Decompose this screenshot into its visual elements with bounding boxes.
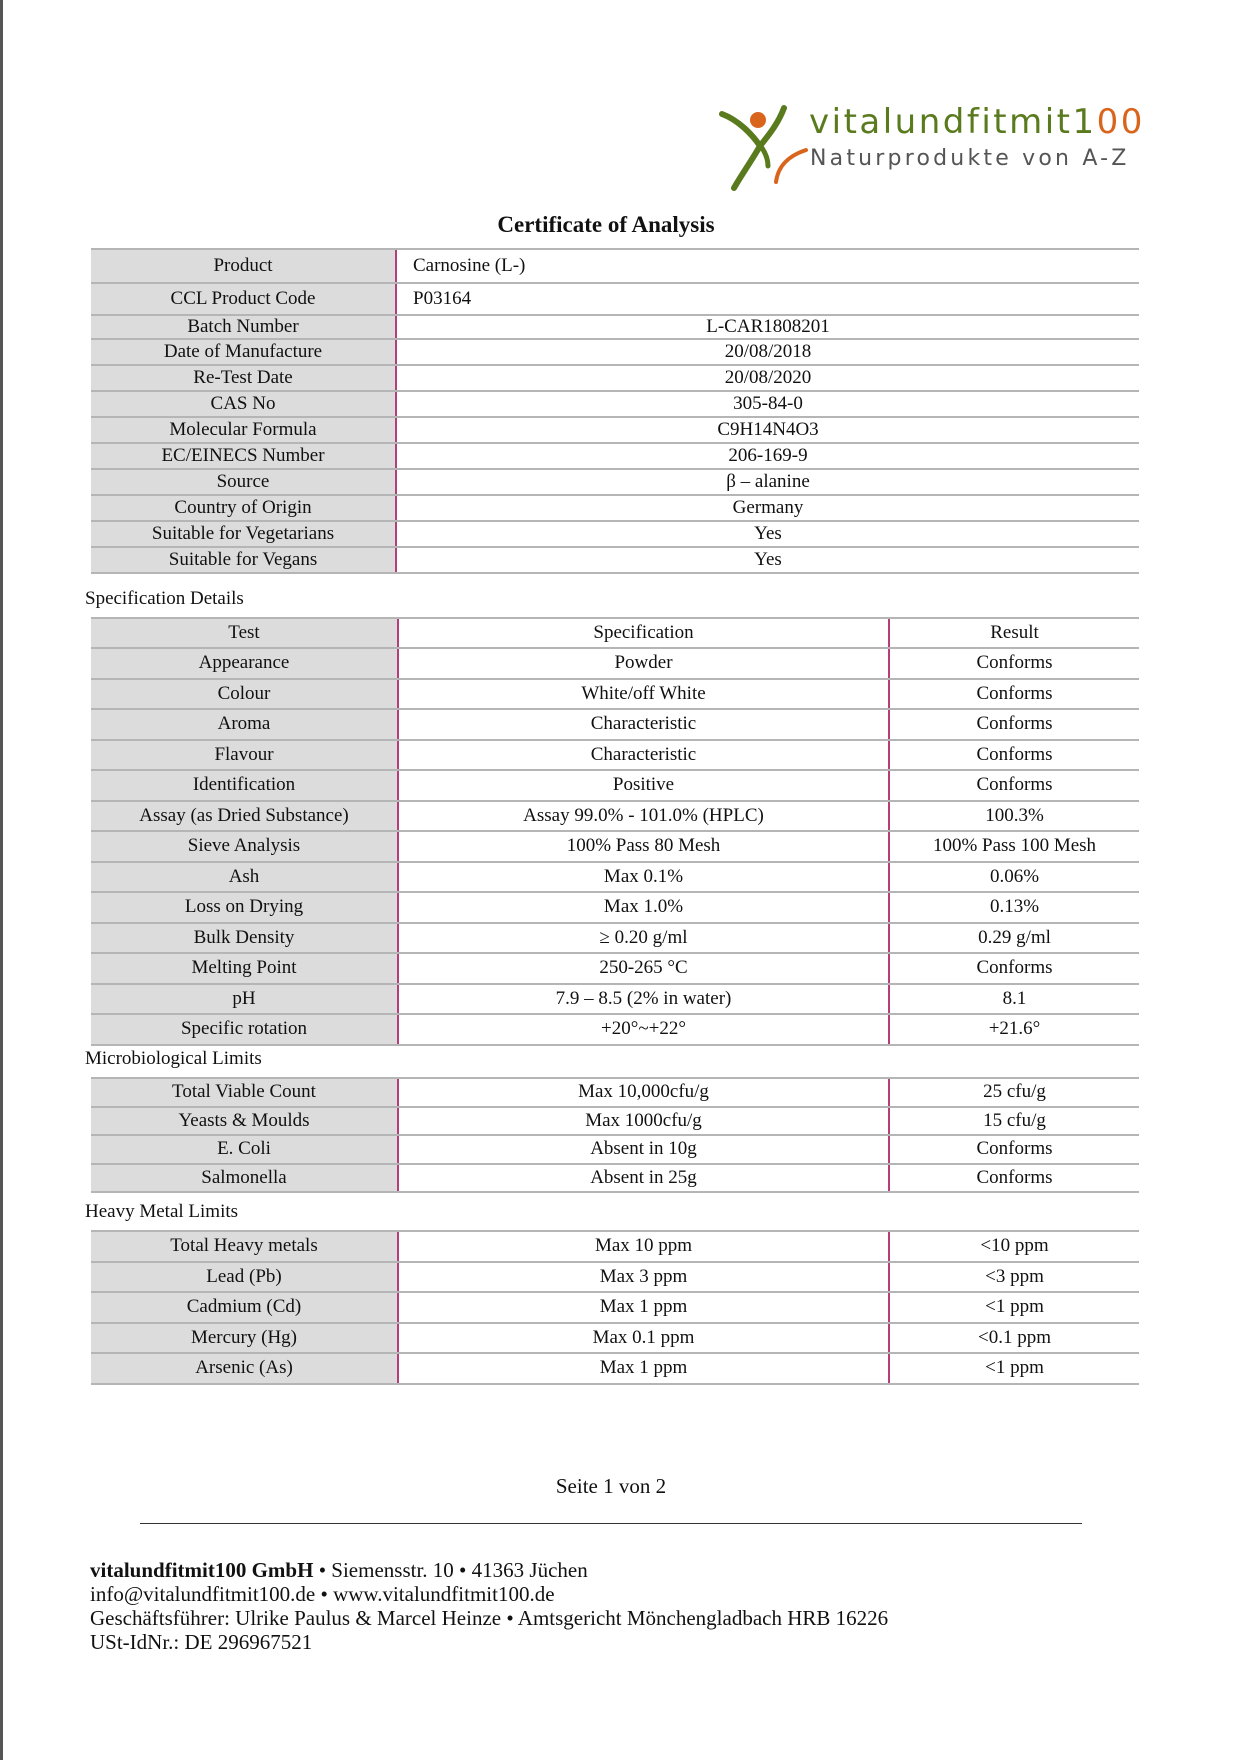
- row-specification: Max 0.1 ppm: [398, 1323, 889, 1354]
- info-row: [91, 495, 1139, 521]
- row-result: Conforms: [889, 740, 1139, 771]
- table-row: [91, 679, 1139, 710]
- row-test: Aroma: [91, 709, 398, 740]
- row-result: <0.1 ppm: [889, 1323, 1139, 1354]
- row-test: Flavour: [91, 740, 398, 771]
- row-result: <1 ppm: [889, 1292, 1139, 1323]
- row-specification: Max 1 ppm: [398, 1292, 889, 1323]
- row-test: Colour: [91, 679, 398, 710]
- row-specification: Max 1.0%: [398, 892, 889, 923]
- table-row: [91, 923, 1139, 954]
- row-test: Ash: [91, 862, 398, 893]
- footer-company-line: [90, 1558, 888, 1582]
- row-test: E. Coli: [91, 1135, 398, 1164]
- table-row: [91, 648, 1139, 679]
- leaf-figure-icon: [712, 100, 812, 192]
- row-specification: Characteristic: [398, 740, 889, 771]
- info-row: [91, 283, 1139, 315]
- info-value: C9H14N4O3: [396, 417, 1139, 443]
- row-result: 100% Pass 100 Mesh: [889, 831, 1139, 862]
- table-row: [91, 801, 1139, 832]
- info-value: Germany: [396, 495, 1139, 521]
- table-row: [91, 1014, 1139, 1045]
- table-row: [91, 1353, 1139, 1384]
- info-row: [91, 365, 1139, 391]
- row-test: Bulk Density: [91, 923, 398, 954]
- row-test: pH: [91, 984, 398, 1015]
- heavy-metal-section-title: Heavy Metal Limits: [85, 1201, 239, 1222]
- row-result: Conforms: [889, 709, 1139, 740]
- table-row: [91, 709, 1139, 740]
- row-test: Total Viable Count: [91, 1078, 398, 1107]
- table-row: [91, 1107, 1139, 1136]
- row-result: Conforms: [889, 1164, 1139, 1193]
- row-result: Conforms: [889, 770, 1139, 801]
- info-row: [91, 469, 1139, 495]
- info-value: β – alanine: [396, 469, 1139, 495]
- row-test: Total Heavy metals: [91, 1231, 398, 1262]
- microbiological-section-title: Microbiological Limits: [85, 1048, 262, 1069]
- table-row: [91, 1164, 1139, 1193]
- row-result: <1 ppm: [889, 1353, 1139, 1384]
- table-row: [91, 1262, 1139, 1293]
- row-specification: +20°~+22°: [398, 1014, 889, 1045]
- info-value: 20/08/2018: [396, 339, 1139, 365]
- row-result: <10 ppm: [889, 1231, 1139, 1262]
- table-row: [91, 984, 1139, 1015]
- footer-divider: [140, 1523, 1082, 1524]
- footer-management: Geschäftsführer: Ulrike Paulus & Marcel Heinze • Amtsgericht Mönchengladbach HRB 16226: [90, 1606, 889, 1630]
- info-label: Molecular Formula: [91, 417, 396, 443]
- row-specification: Powder: [398, 648, 889, 679]
- logo-tagline: Naturprodukte von A-Z: [810, 146, 1130, 171]
- row-specification: 7.9 – 8.5 (2% in water): [398, 984, 889, 1015]
- table-header-row: [91, 618, 1139, 648]
- row-test: Sieve Analysis: [91, 831, 398, 862]
- info-row: [91, 443, 1139, 469]
- row-test: Assay (as Dried Substance): [91, 801, 398, 832]
- info-label: Suitable for Vegetarians: [91, 521, 396, 547]
- row-specification: Positive: [398, 770, 889, 801]
- row-result: Conforms: [889, 679, 1139, 710]
- footer-address: • Siemensstr. 10 • 41363 Jüchen: [313, 1558, 588, 1582]
- row-test: Yeasts & Moulds: [91, 1107, 398, 1136]
- table-row: [91, 740, 1139, 771]
- row-specification: 250-265 °C: [398, 953, 889, 984]
- info-row: [91, 249, 1139, 283]
- logo-wordmark: vitalundfitmit100: [809, 102, 1145, 142]
- info-label: Batch Number: [91, 315, 396, 339]
- row-test: Mercury (Hg): [91, 1323, 398, 1354]
- row-specification: Max 10 ppm: [398, 1231, 889, 1262]
- row-test: Cadmium (Cd): [91, 1292, 398, 1323]
- row-specification: Max 1000cfu/g: [398, 1107, 889, 1136]
- row-specification: Absent in 25g: [398, 1164, 889, 1193]
- info-value: 20/08/2020: [396, 365, 1139, 391]
- header-specification: Specification: [398, 618, 889, 648]
- row-specification: Max 1 ppm: [398, 1353, 889, 1384]
- info-label: Product: [91, 249, 396, 283]
- info-label: Re-Test Date: [91, 365, 396, 391]
- row-specification: White/off White: [398, 679, 889, 710]
- info-label: Source: [91, 469, 396, 495]
- row-result: 25 cfu/g: [889, 1078, 1139, 1107]
- table-row: [91, 1078, 1139, 1107]
- row-test: Appearance: [91, 648, 398, 679]
- document-title: Certificate of Analysis: [497, 212, 715, 237]
- row-specification: Assay 99.0% - 101.0% (HPLC): [398, 801, 889, 832]
- row-test: Specific rotation: [91, 1014, 398, 1045]
- table-row: [91, 831, 1139, 862]
- table-row: [91, 770, 1139, 801]
- header-test: Test: [91, 618, 398, 648]
- company-logo: [712, 100, 1145, 192]
- info-label: Suitable for Vegans: [91, 547, 396, 573]
- row-specification: Absent in 10g: [398, 1135, 889, 1164]
- table-row: [91, 953, 1139, 984]
- info-row: [91, 521, 1139, 547]
- specification-table: [91, 617, 1139, 1046]
- footer: [90, 1558, 888, 1654]
- heavy-metal-table: [91, 1230, 1139, 1385]
- info-value: 206-169-9: [396, 443, 1139, 469]
- row-result: 15 cfu/g: [889, 1107, 1139, 1136]
- row-specification: Max 10,000cfu/g: [398, 1078, 889, 1107]
- row-specification: ≥ 0.20 g/ml: [398, 923, 889, 954]
- info-value: 305-84-0: [396, 391, 1139, 417]
- table-row: [91, 1231, 1139, 1262]
- row-specification: Max 0.1%: [398, 862, 889, 893]
- page-number: Seite 1 von 2: [555, 1474, 667, 1498]
- table-row: [91, 1323, 1139, 1354]
- header-result: Result: [889, 618, 1139, 648]
- info-label: Date of Manufacture: [91, 339, 396, 365]
- info-row: [91, 547, 1139, 573]
- microbiological-table: [91, 1077, 1139, 1193]
- info-value: Yes: [396, 521, 1139, 547]
- row-result: Conforms: [889, 1135, 1139, 1164]
- footer-vat: USt-IdNr.: DE 296967521: [90, 1630, 313, 1654]
- row-test: Lead (Pb): [91, 1262, 398, 1293]
- table-row: [91, 1135, 1139, 1164]
- table-row: [91, 862, 1139, 893]
- row-result: Conforms: [889, 953, 1139, 984]
- row-test: Salmonella: [91, 1164, 398, 1193]
- row-result: 0.29 g/ml: [889, 923, 1139, 954]
- specification-section-title: Specification Details: [85, 588, 244, 609]
- row-result: <3 ppm: [889, 1262, 1139, 1293]
- info-value: P03164: [396, 283, 1139, 315]
- row-test: Loss on Drying: [91, 892, 398, 923]
- footer-company-name: vitalundfitmit100 GmbH: [90, 1558, 314, 1582]
- info-row: [91, 417, 1139, 443]
- info-value: L-CAR1808201: [396, 315, 1139, 339]
- info-label: EC/EINECS Number: [91, 443, 396, 469]
- info-row: [91, 391, 1139, 417]
- row-specification: Max 3 ppm: [398, 1262, 889, 1293]
- row-result: 100.3%: [889, 801, 1139, 832]
- info-row: [91, 315, 1139, 339]
- row-result: Conforms: [889, 648, 1139, 679]
- info-value: Yes: [396, 547, 1139, 573]
- info-value: Carnosine (L-): [396, 249, 1139, 283]
- footer-contact: info@vitalundfitmit100.de • www.vitalundfitmit100.de: [90, 1582, 555, 1606]
- row-specification: Characteristic: [398, 709, 889, 740]
- row-result: 0.13%: [889, 892, 1139, 923]
- row-result: 0.06%: [889, 862, 1139, 893]
- info-row: [91, 339, 1139, 365]
- info-label: Country of Origin: [91, 495, 396, 521]
- row-result: 8.1: [889, 984, 1139, 1015]
- table-row: [91, 1292, 1139, 1323]
- product-info-table: [91, 248, 1139, 574]
- row-specification: 100% Pass 80 Mesh: [398, 831, 889, 862]
- table-row: [91, 892, 1139, 923]
- row-test: Melting Point: [91, 953, 398, 984]
- info-label: CAS No: [91, 391, 396, 417]
- row-test: Identification: [91, 770, 398, 801]
- info-label: CCL Product Code: [91, 283, 396, 315]
- row-test: Arsenic (As): [91, 1353, 398, 1384]
- row-result: +21.6°: [889, 1014, 1139, 1045]
